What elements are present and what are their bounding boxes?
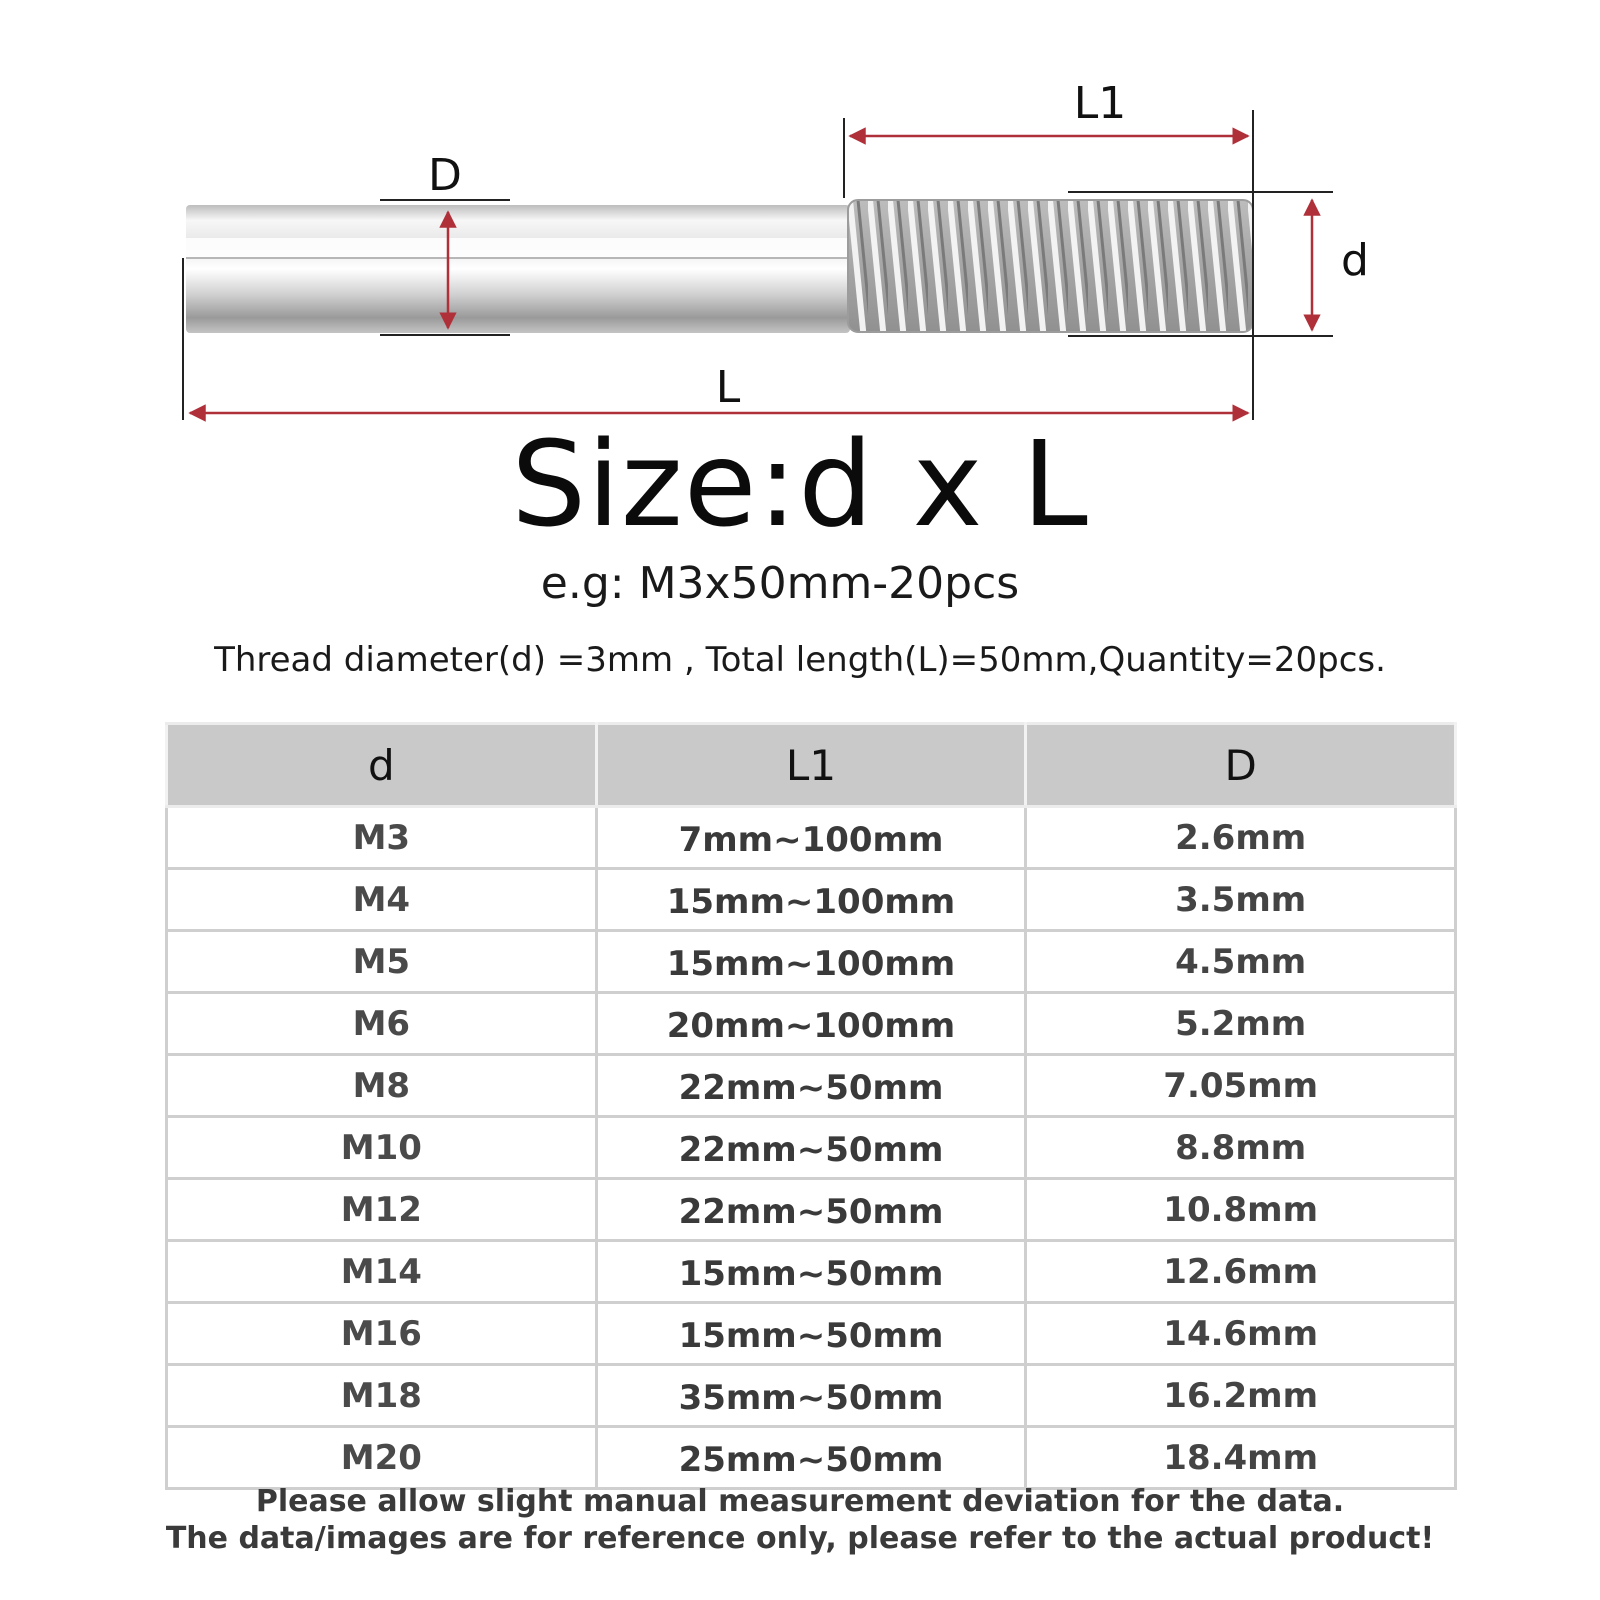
table-row [167, 1179, 1456, 1241]
cell-shaft-diameter: 2.6mm [1026, 807, 1456, 869]
disclaimer-line-2: The data/images are for reference only, please refer to the actual product! [165, 1521, 1435, 1556]
cell-thread-length: 7mm~100mm [596, 807, 1026, 869]
table-row [167, 1241, 1456, 1303]
product-dimension-diagram [0, 0, 1600, 440]
rod-thread [848, 200, 1253, 332]
cell-thread: M6 [167, 993, 597, 1055]
cell-shaft-diameter: 10.8mm [1026, 1179, 1456, 1241]
cell-thread: M5 [167, 931, 597, 993]
cell-shaft-diameter: 4.5mm [1026, 931, 1456, 993]
cell-thread: M12 [167, 1179, 597, 1241]
cell-thread: M14 [167, 1241, 597, 1303]
cell-thread: M3 [167, 807, 597, 869]
cell-thread: M10 [167, 1117, 597, 1179]
cell-shaft-diameter: 8.8mm [1026, 1117, 1456, 1179]
disclaimer-line-1: Please allow slight manual measurement deviation for the data. [255, 1484, 1345, 1519]
table-row [167, 869, 1456, 931]
cell-shaft-diameter: 7.05mm [1026, 1055, 1456, 1117]
column-header-d: d [167, 724, 597, 807]
cell-thread: M16 [167, 1303, 597, 1365]
table-header-row [167, 724, 1456, 807]
table-row [167, 931, 1456, 993]
cell-thread-length: 22mm~50mm [596, 1179, 1026, 1241]
cell-thread-length: 25mm~50mm [596, 1427, 1026, 1489]
size-example: e.g: M3x50mm-20pcs [540, 558, 1020, 609]
label-d: d [1341, 235, 1369, 286]
table-row [167, 993, 1456, 1055]
table-row [167, 1365, 1456, 1427]
cell-thread-length: 22mm~50mm [596, 1117, 1026, 1179]
cell-shaft-diameter: 14.6mm [1026, 1303, 1456, 1365]
cell-thread-length: 15mm~100mm [596, 931, 1026, 993]
table-row [167, 1117, 1456, 1179]
spec-table [165, 722, 1457, 1490]
disclaimer [0, 1483, 1600, 1557]
cell-thread-length: 15mm~100mm [596, 869, 1026, 931]
size-explanation: Thread diameter(d) =3mm , Total length(L)=50mm,Quantity=20pcs. [214, 640, 1386, 680]
cell-thread-length: 20mm~100mm [596, 993, 1026, 1055]
label-D: D [428, 150, 462, 201]
size-title: Size:d x L [511, 415, 1089, 553]
cell-shaft-diameter: 16.2mm [1026, 1365, 1456, 1427]
table-row [167, 807, 1456, 869]
column-header-D: D [1026, 724, 1456, 807]
cell-thread: M8 [167, 1055, 597, 1117]
cell-shaft-diameter: 3.5mm [1026, 869, 1456, 931]
cell-thread-length: 22mm~50mm [596, 1055, 1026, 1117]
cell-thread: M4 [167, 869, 597, 931]
cell-shaft-diameter: 18.4mm [1026, 1427, 1456, 1489]
cell-thread: M18 [167, 1365, 597, 1427]
label-L1: L1 [1073, 78, 1127, 129]
cell-thread: M20 [167, 1427, 597, 1489]
rod-shaft [186, 205, 850, 333]
column-header-L1: L1 [596, 724, 1026, 807]
table-row [167, 1303, 1456, 1365]
table-row [167, 1055, 1456, 1117]
cell-thread-length: 15mm~50mm [596, 1241, 1026, 1303]
table-row [167, 1427, 1456, 1489]
cell-thread-length: 15mm~50mm [596, 1303, 1026, 1365]
cell-shaft-diameter: 12.6mm [1026, 1241, 1456, 1303]
cell-thread-length: 35mm~50mm [596, 1365, 1026, 1427]
label-L: L [715, 362, 741, 413]
cell-shaft-diameter: 5.2mm [1026, 993, 1456, 1055]
